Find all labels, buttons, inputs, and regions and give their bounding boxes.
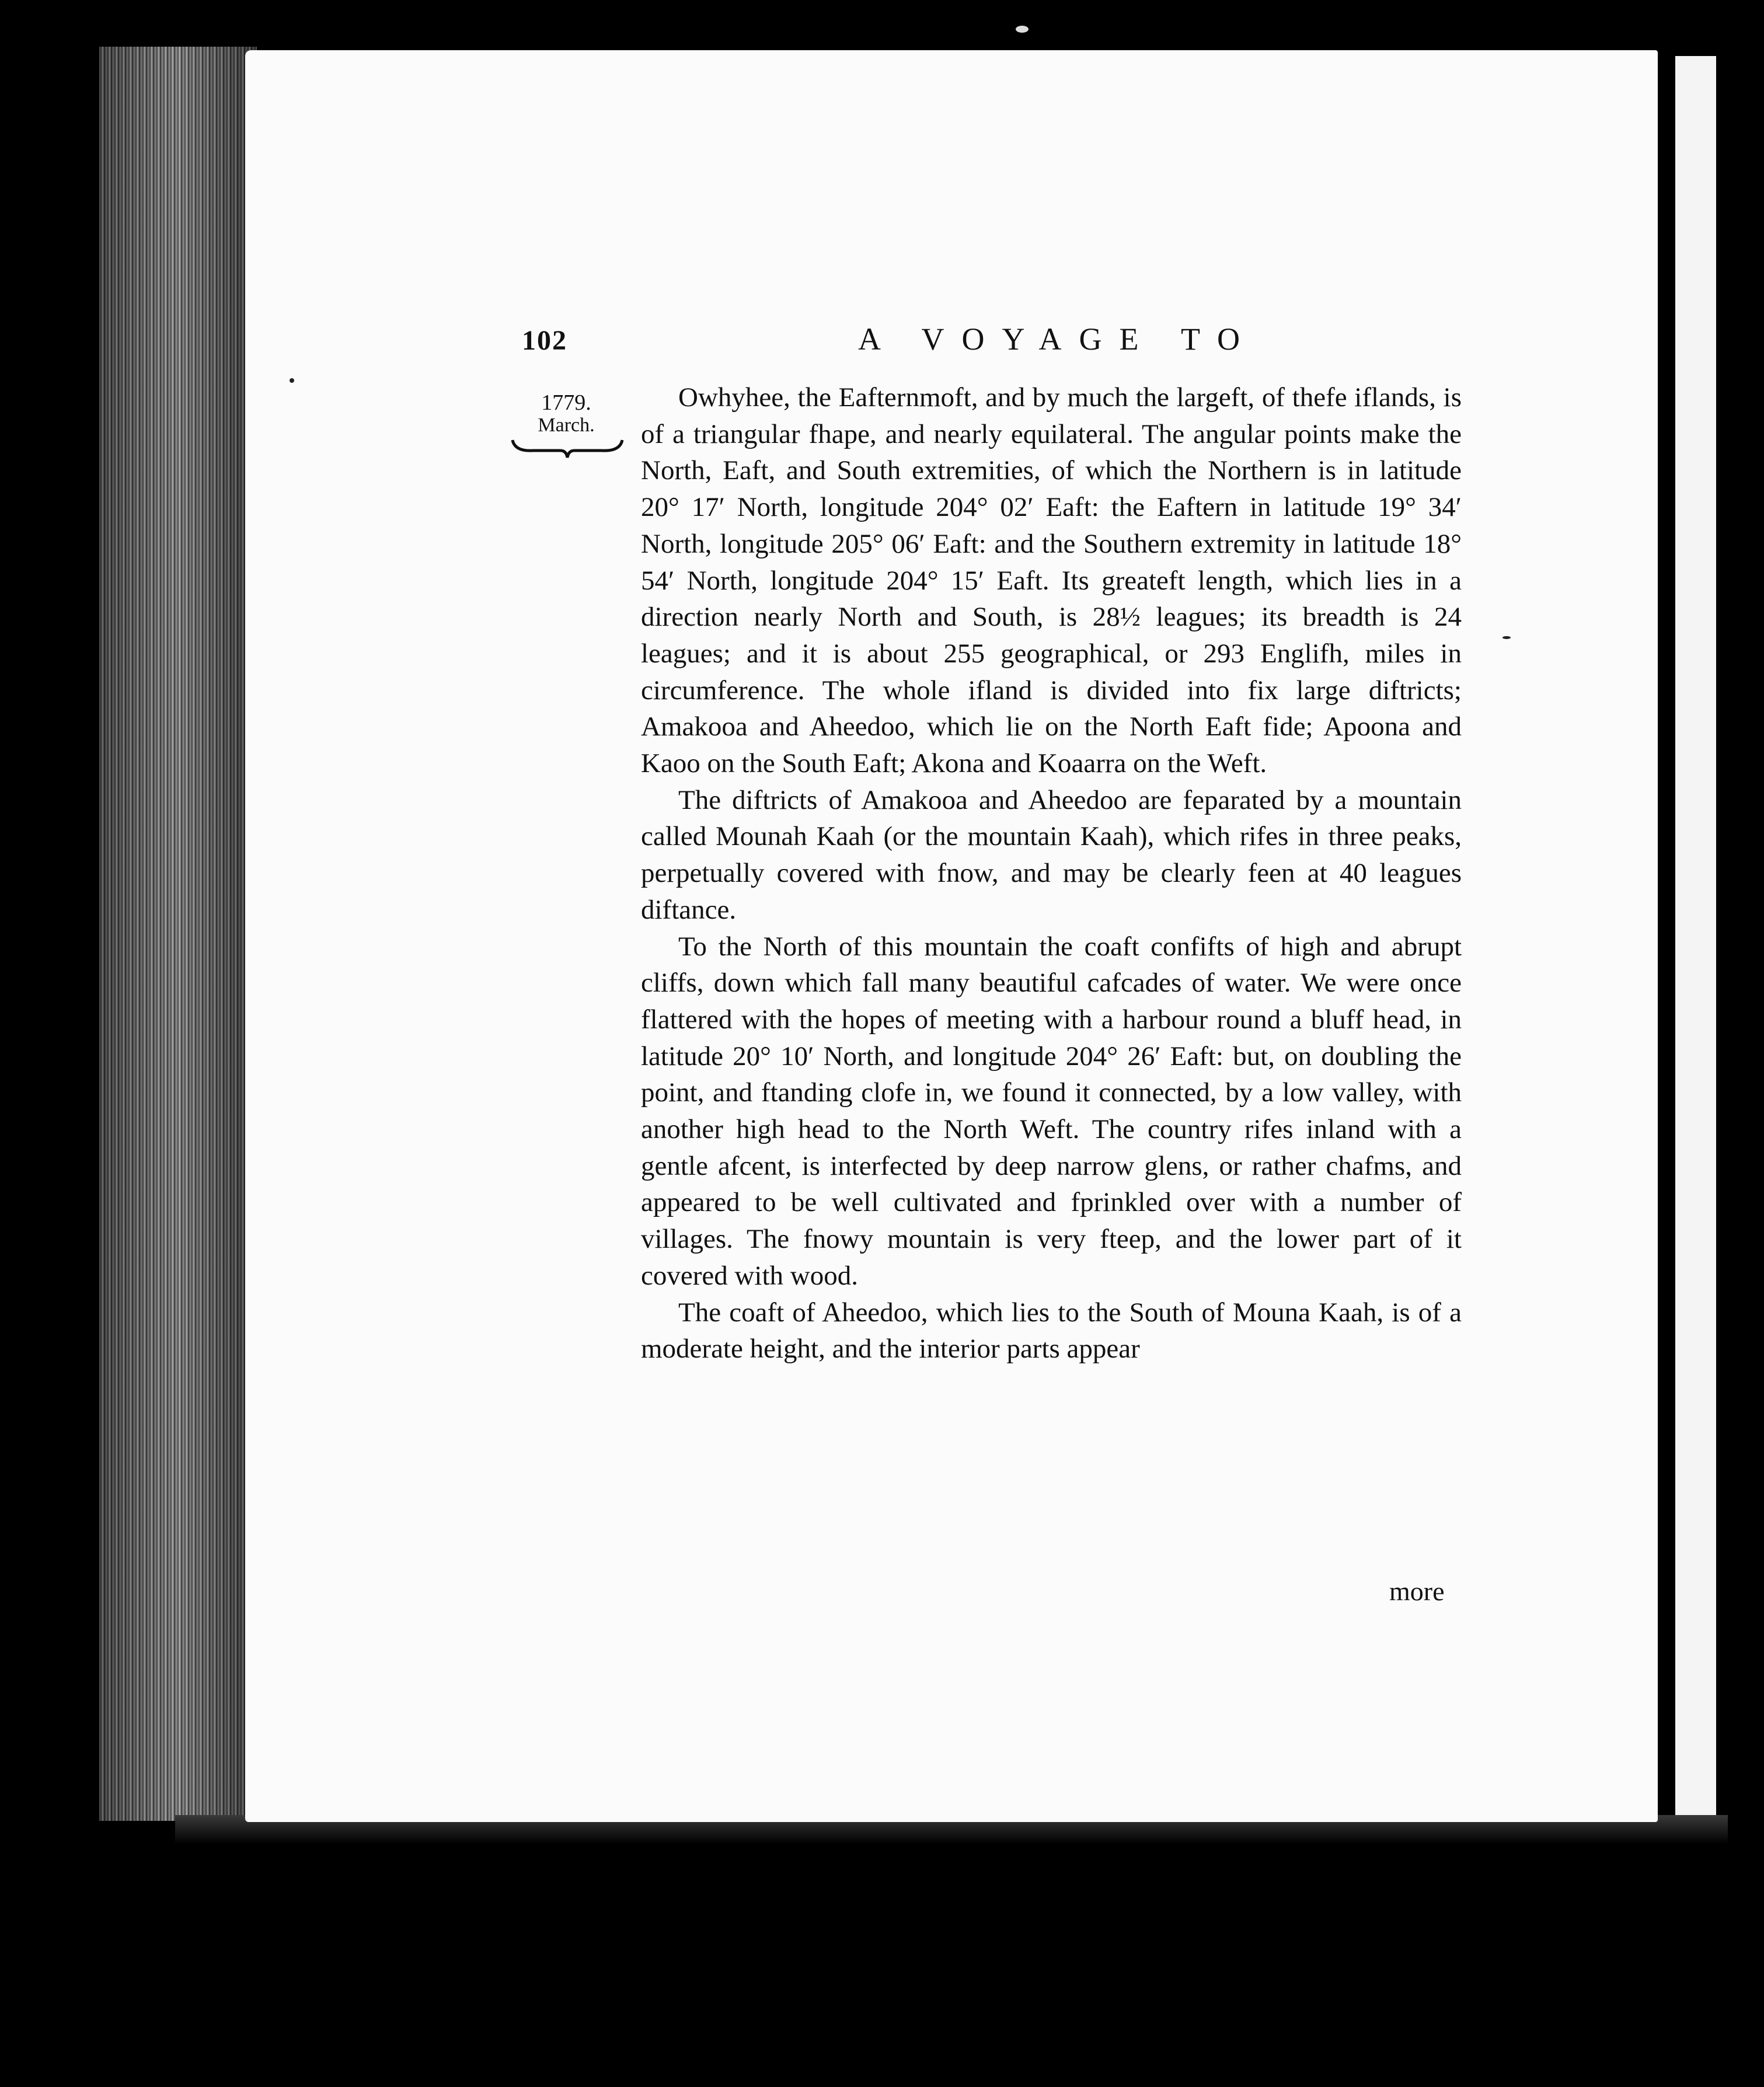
margin-note [508, 391, 625, 460]
book-fore-edge [99, 47, 257, 1821]
margin-month: March. [538, 414, 595, 436]
facing-page-edge [1675, 56, 1716, 1819]
brace-icon [510, 437, 625, 460]
ink-speck [1016, 26, 1029, 33]
ink-speck [1502, 636, 1511, 639]
paragraph-1: Owhyhee, the Eafternmoft, and by much the largeft, of thefe iflands, is of a triangular fhape, and nearly equilateral. The angular points make the North, Eaft, and South extremities, of which the Northern is in latitude 20° 17′ North, longitude 204° 02′ Eaft: the Eaftern in latitude 19° 34′ North, longitude 205° 06′ Eaft: and the Southern extremity in latitude 18° 54′ North, longitude 204° 15′ Eaft. Its greateft length, which lies in a direction nearly North and South, is 28½ leagues; its breadth is 24 leagues; and it is about 255 geographical, or 293 Englifh, miles in circumference. The whole ifland is divided into fix large diftricts; Amakooa and Aheedoo, which lie on the North Eaft fide; Apoona and Kaoo on the South Eaft; Akona and Koaarra on the Weft. [641, 382, 1462, 779]
catchword: more [1389, 1576, 1445, 1606]
paragraph-3: To the North of this mountain the coaft confifts of high and abrupt cliffs, down which fall many beautiful cafcades of water. We were once flattered with the hopes of meeting with a harbour round a bluff head, in latitude 20° 10′ North, and longitude 204° 26′ Eaft: but, on doubling the point, and ftanding clofe in, we found it connected, by a low valley, with another high head to the North Weft. The country rifes inland with a gentle afcent, is interfected by deep narrow glens, or rather chafms, and appeared to be well cultivated and fprinkled over with a number of villages. The fnowy mountain is very fteep, and the lower part of it covered with wood. [641, 931, 1462, 1291]
ink-speck [290, 378, 294, 383]
body-text [641, 379, 1462, 1367]
paragraph-2: The diftricts of Amakooa and Aheedoo are feparated by a mountain called Mounah Kaah (or the mountain Kaah), which rifes in three peaks, perpetually covered with fnow, and may be clearly feen at 40 leagues diftance. [641, 784, 1462, 925]
margin-year: 1779. [541, 390, 591, 415]
paragraph-4: The coaft of Aheedoo, which lies to the South of Mouna Kaah, is of a moderate height, and the interior parts appear [641, 1297, 1462, 1364]
page-number: 102 [522, 325, 567, 356]
running-head: A VOYAGE TO [858, 322, 1258, 357]
